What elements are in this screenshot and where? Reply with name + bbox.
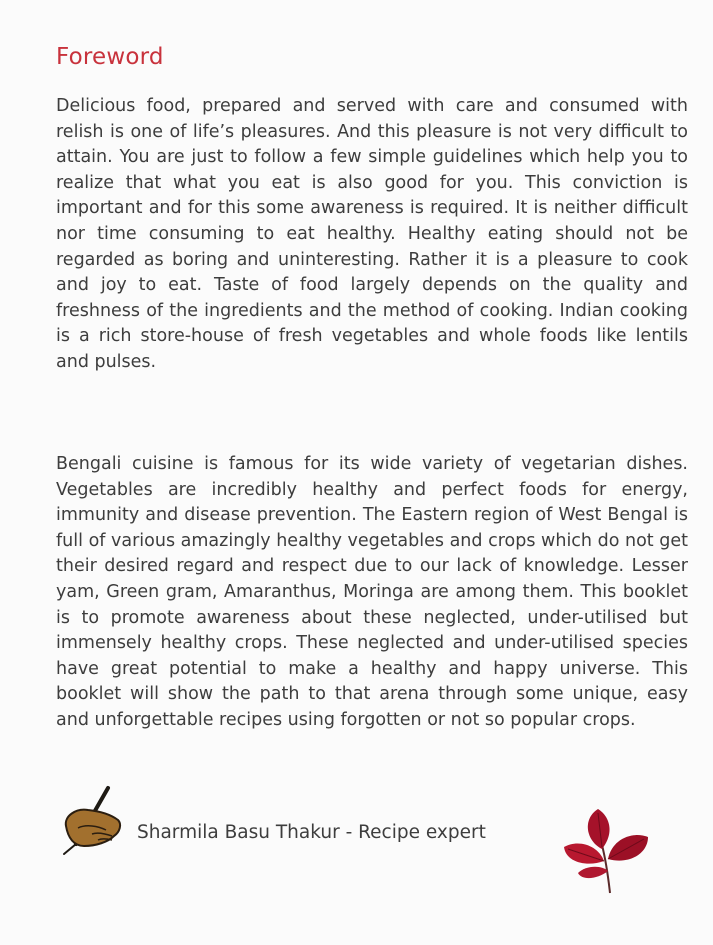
page-title: Foreword bbox=[56, 44, 164, 70]
writing-hand-icon bbox=[58, 784, 128, 856]
amaranth-leaf-icon bbox=[558, 805, 666, 895]
foreword-paragraph-2: Bengali cuisine is famous for its wide variety of vegetarian dishes. Vegetables are incredibly healthy and perfect foods for energy, immunity and disease prevention. The Eastern region of West Bengal is full of various amazingly healthy vegetables and crops which do not get their desired regard and respect due to our lack of knowledge. Lesser yam, Green gram, Amaranthus, Moringa are among them. This booklet is to promote awareness about these neglected, under-utilised but immensely healthy crops. These neglected and under-utilised species have great potential to make a healthy and happy universe. This booklet will show the path to that arena through some unique, easy and unforgettable recipes using forgotten or not so popular crops. bbox=[56, 454, 688, 730]
foreword-paragraph-1: Delicious food, prepared and served with care and consumed with relish is one of life’s pleasures. And this pleasure is not very difficult to attain. You are just to follow a few simple guidelines which help you to realize that what you eat is also good for you. This conviction is important and for this some awareness is required. It is neither difficult nor time consuming to eat healthy. Healthy eating should not be regarded as boring and uninteresting. Rather it is a pleasure to cook and joy to eat. Taste of food largely depends on the quality and freshness of the ingredients and the method of cooking. Indian cooking is a rich store-house of fresh vegetables and whole foods like lentils and pulses. bbox=[56, 96, 688, 372]
signature: Sharmila Basu Thakur - Recipe expert bbox=[137, 822, 486, 843]
